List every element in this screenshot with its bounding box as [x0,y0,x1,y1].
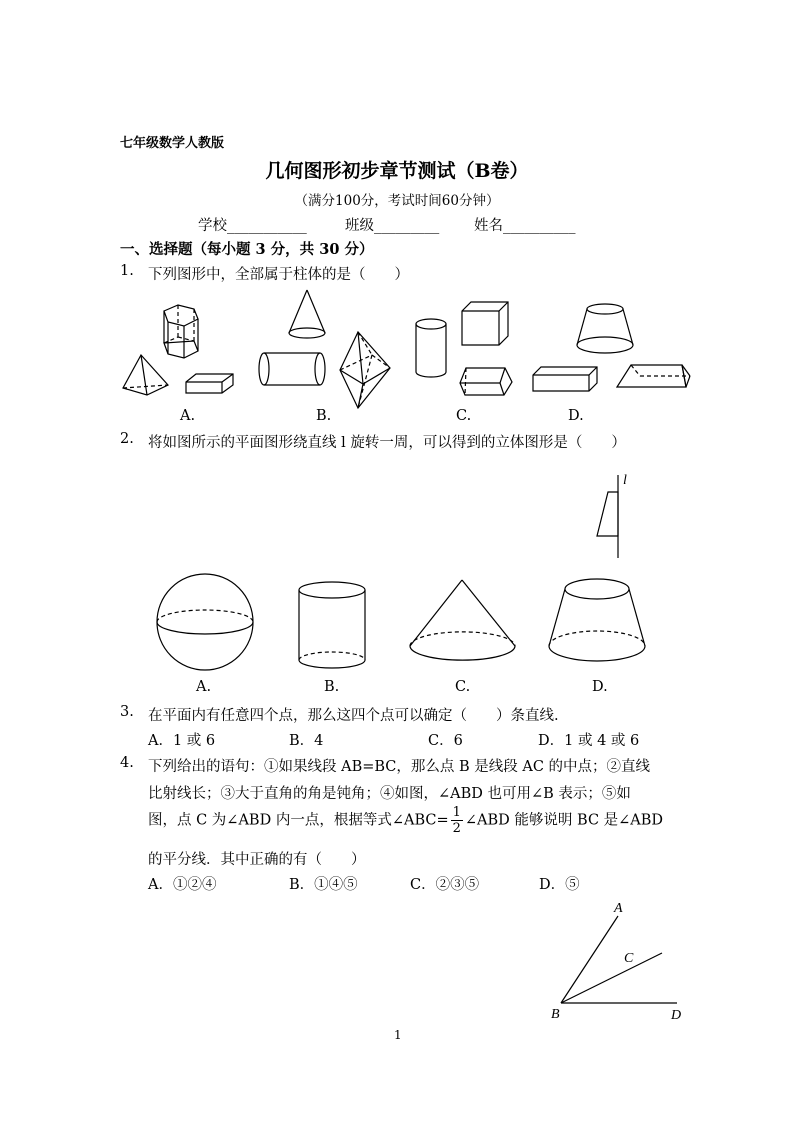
q1-option-b: B. [316,408,332,424]
q3-option-c: C．6 [428,733,463,749]
question-3-number: 3. [120,704,134,720]
question-4-line4: 的平分线．其中正确的有（ ） [148,852,366,868]
q1-option-d: D. [568,408,584,424]
question-2-text: 将如图所示的平面图形绕直线 l 旋转一周，可以得到的立体图形是（ ） [148,435,626,451]
q2-option-c: C. [455,679,471,695]
q3-option-d: D．1 或 4 或 6 [538,733,640,749]
q2-option-b: B. [324,679,340,695]
point-b-label: B [551,1007,560,1022]
fraction-numerator: 1 [452,805,461,820]
exam-subtitle: （满分100分，考试时间60分钟） [294,193,500,209]
section-title: 一、选择题（每小题 3 分，共 30 分） [120,241,374,258]
question-4-number: 4. [120,755,134,771]
page-title: 几何图形初步章节测试（B卷） [265,160,529,182]
name-field: 姓名__________ [474,218,576,234]
axis-label: l [623,473,627,488]
point-d-label: D [671,1008,682,1023]
school-field: 学校___________ [198,218,307,234]
question-4-line3-start: 图，点 C 为∠ABD 内一点，根据等式∠ABC= [148,812,449,829]
q4-option-d: D．⑤ [539,877,580,893]
fraction-denominator: 2 [452,821,461,836]
question-4-line3-end: ∠ABD 能够说明 BC 是∠ABD [464,812,664,829]
ray-ba [561,916,618,1003]
q4-option-c: C．②③⑤ [410,877,480,893]
question-4-line1: 下列给出的语句：①如果线段 AB=BC，那么点 B 是线段 AC 的中点；②直线 [148,759,651,775]
q2-option-d: D. [592,679,608,695]
q1-option-a: A. [180,408,196,424]
question-2-number: 2. [120,431,134,447]
q2-option-a: A. [196,679,212,695]
q3-option-b: B．4 [289,733,324,749]
q1-option-c: C. [456,408,472,424]
ray-bc [561,953,662,1003]
point-a-label: A [614,901,623,916]
question-3-text: 在平面内有任意四个点，那么这四个点可以确定（ ）条直线. [148,708,559,724]
class-field: 班级_________ [345,218,440,234]
question-4-line2: 比射线长；③大于直角的角是钝角；④如图，∠ABD 也可用∠B 表示；⑤如 [148,786,631,802]
page-number: 1 [394,1028,402,1042]
edition-label: 七年级数学人教版 [120,136,225,151]
q4-option-a: A．①②④ [148,877,217,893]
question-1-text: 下列图形中，全部属于柱体的是（ ） [148,267,409,283]
q3-option-a: A．1 或 6 [148,733,216,749]
question-1-number: 1. [120,263,134,279]
point-c-label: C [624,951,634,966]
q4-option-b: B．①④⑤ [289,877,358,893]
